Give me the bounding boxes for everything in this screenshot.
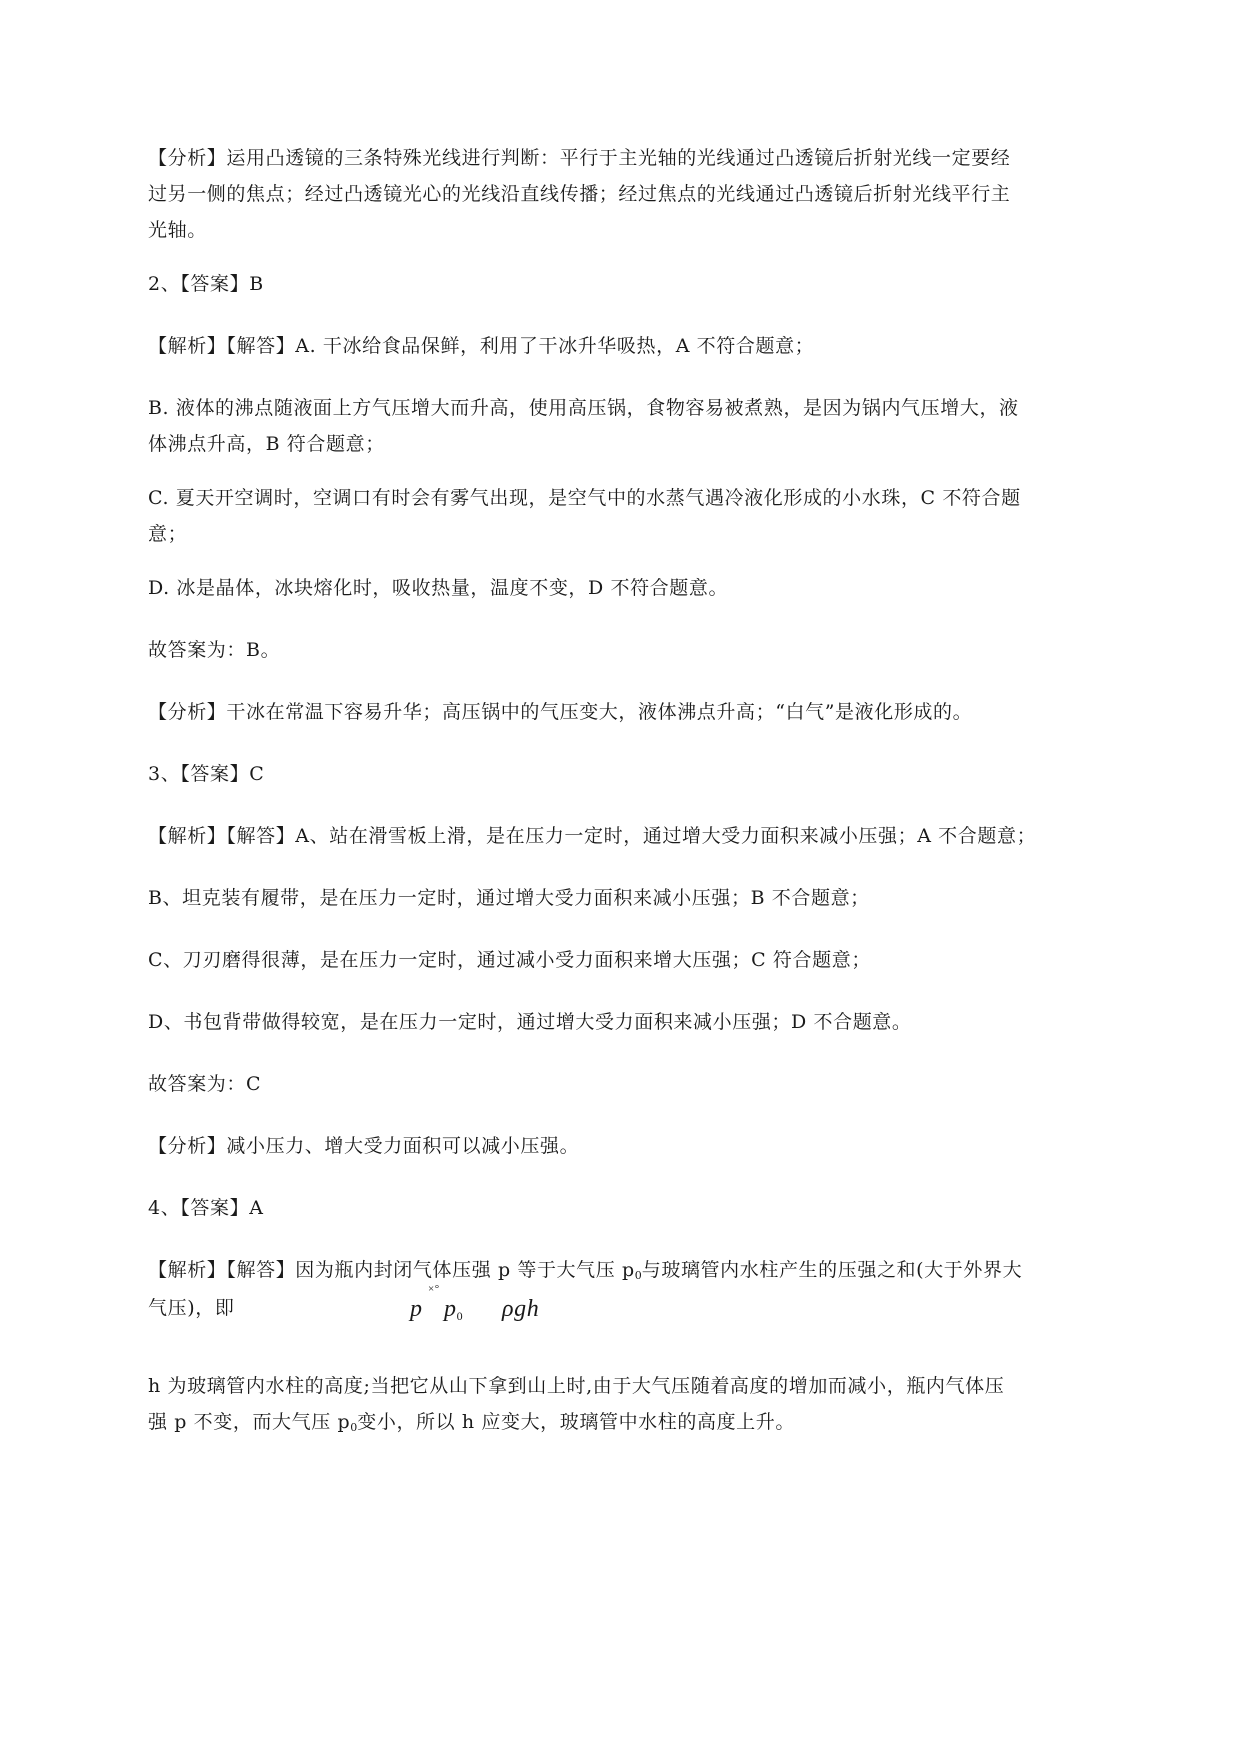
text-line: B、坦克装有履带，是在压力一定时，通过增大受力面积来减小压强；B 不合题意； (148, 887, 870, 909)
conclusion-2 (148, 632, 1148, 668)
solution-paragraph-3b (148, 880, 1148, 916)
answer-heading-3 (148, 756, 1148, 792)
formula-garbled-operator: ×° (428, 1283, 440, 1295)
text-line: 体沸点升高，B 符合题意； (148, 433, 385, 455)
solution-paragraph-2c (148, 480, 1148, 552)
text-line: 光轴。 (148, 219, 207, 241)
formula-symbol-p0-base: p (444, 1296, 457, 1322)
text-line: C. 夏天开空调时，空调口有时会有雾气出现，是空气中的水蒸气遇冷液化形成的小水珠，C 不符合题 (148, 487, 1021, 509)
text-line: B. 液体的沸点随液面上方气压增大而升高，使用高压锅，食物容易被煮熟，是因为锅内气压增大，液 (148, 397, 1019, 419)
text-segment: 强 p 不变，而大气压 p (148, 1411, 351, 1433)
formula-symbol-p: p (410, 1296, 423, 1322)
text-line: 过另一侧的焦点；经过凸透镜光心的光线沿直线传播；经过焦点的光线通过凸透镜后折射光线平行主 (148, 183, 1011, 205)
text-line: 【分析】运用凸透镜的三条特殊光线进行判断：平行于主光轴的光线通过凸透镜后折射光线一定要经 (148, 147, 1011, 169)
subscript: 0 (634, 1269, 642, 1282)
text-line: 【解析】【解答】A. 干冰给食品保鲜，利用了干冰升华吸热，A 不符合题意； (148, 335, 815, 357)
pressure-formula (410, 1283, 550, 1326)
text-line: 2、【答案】B (148, 273, 264, 295)
text-line: D、书包背带做得较宽，是在压力一定时，通过增大受力面积来减小压强；D 不合题意。 (148, 1011, 912, 1033)
analysis-paragraph-2 (148, 694, 1148, 730)
text-line: 【分析】干冰在常温下容易升华；高压锅中的气压变大，液体沸点升高；“白气”是液化形成的。 (148, 701, 973, 723)
text-line: 4、【答案】A (148, 1197, 264, 1219)
solution-paragraph-2d (148, 570, 1148, 606)
conclusion-3 (148, 1066, 1148, 1102)
text-line: 【解析】【解答】A、站在滑雪板上滑，是在压力一定时，通过增大受力面积来减小压强；A 不合题意； (148, 825, 1037, 847)
text-line: D. 冰是晶体，冰块熔化时，吸收热量，温度不变，D 不符合题意。 (148, 577, 729, 599)
text-line (148, 1252, 1148, 1294)
solution-paragraph-3c (148, 942, 1148, 978)
answer-heading-4 (148, 1190, 1148, 1226)
text-line: 故答案为：C (148, 1073, 262, 1095)
explanation-paragraph-4 (148, 1368, 1148, 1446)
solution-paragraph-2a (148, 328, 1148, 364)
formula-subscript: 0 (456, 1309, 464, 1323)
analysis-paragraph-1 (148, 140, 1148, 248)
text-line: 3、【答案】C (148, 763, 265, 785)
text-line: 【分析】减小压力、增大受力面积可以减小压强。 (148, 1135, 580, 1157)
analysis-paragraph-3 (148, 1128, 1148, 1164)
formula-symbol-rho-g-h: ρgh (502, 1296, 540, 1322)
text-line: C、刀刃磨得很薄，是在压力一定时，通过减小受力面积来增大压强；C 符合题意； (148, 949, 871, 971)
text-segment: 气压)，即 (148, 1297, 235, 1319)
subscript: 0 (350, 1421, 358, 1434)
solution-paragraph-2b (148, 390, 1148, 462)
formula-line (148, 1283, 1148, 1326)
text-line: h 为玻璃管内水柱的高度;当把它从山下拿到山上时,由于大气压随着高度的增加而减小，瓶内气体压 (148, 1375, 1005, 1397)
answer-heading-2 (148, 266, 1148, 302)
formula-symbol-p0 (444, 1291, 463, 1334)
solution-paragraph-4 (148, 1252, 1148, 1294)
text-line (148, 1404, 1148, 1446)
text-segment: 与玻璃管内水柱产生的压强之和(大于外界大 (641, 1259, 1023, 1281)
text-line: 故答案为：B。 (148, 639, 281, 661)
text-segment: 【解析】【解答】因为瓶内封闭气体压强 p 等于大气压 p (148, 1259, 635, 1281)
solution-paragraph-3a (148, 818, 1148, 854)
text-segment: 变小，所以 h 应变大，玻璃管中水柱的高度上升。 (357, 1411, 795, 1433)
text-line: 意； (148, 523, 188, 545)
solution-paragraph-3d (148, 1004, 1148, 1040)
